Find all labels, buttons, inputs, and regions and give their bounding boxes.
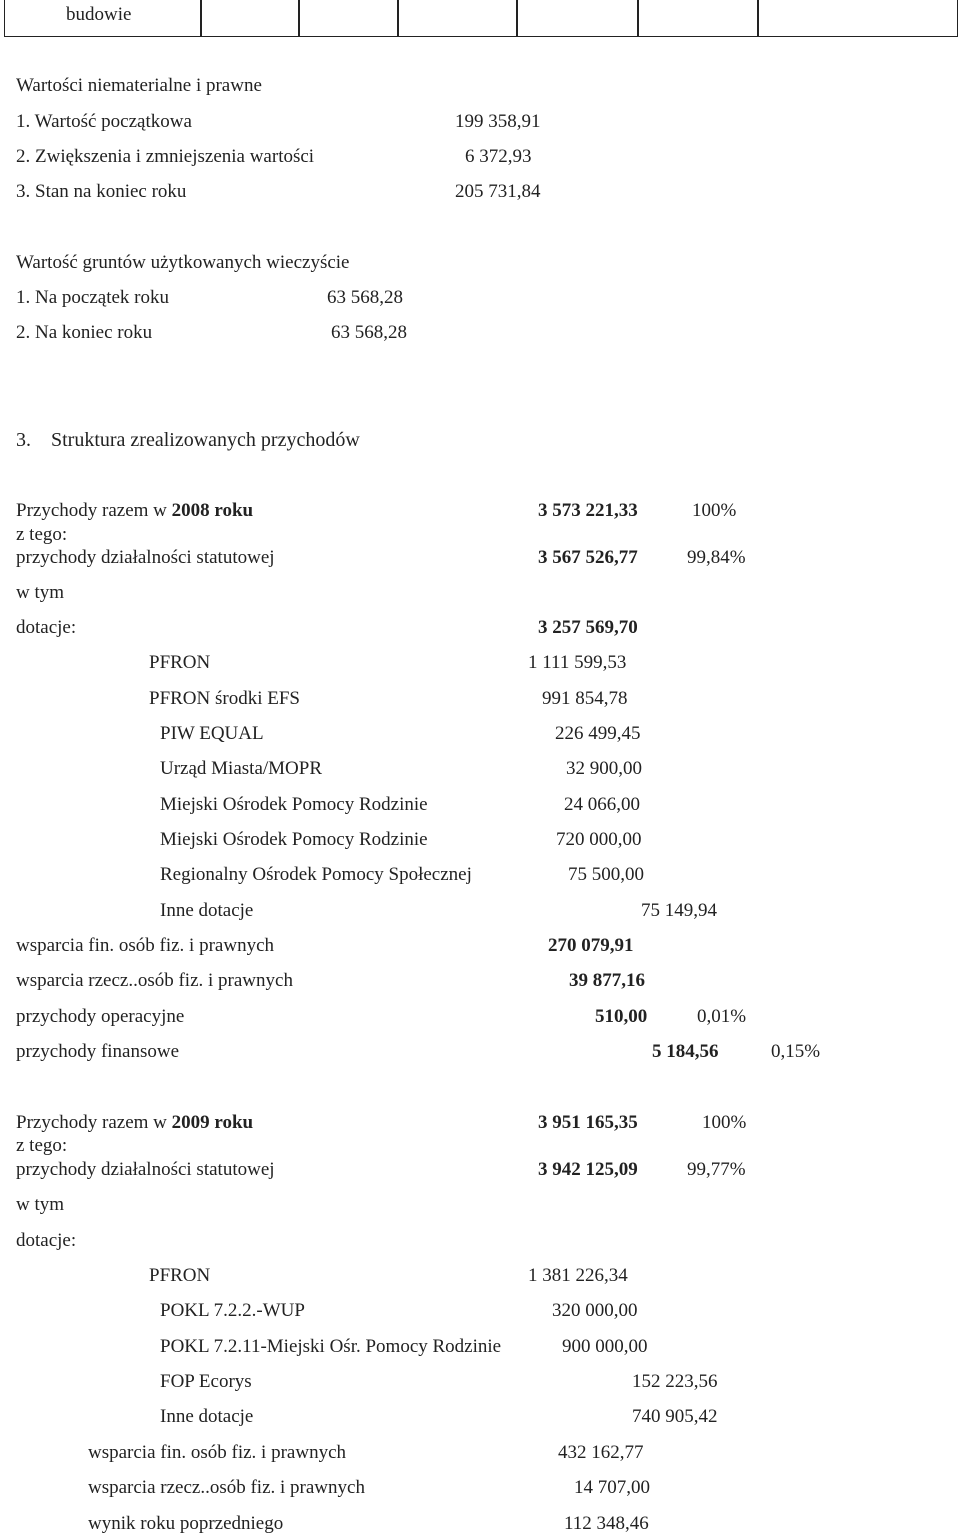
grant-item-value: 320 000,00 <box>552 1300 638 1321</box>
grant-item-label: FOP Ecorys <box>160 1371 252 1392</box>
grants-2008-label: dotacje: <box>16 617 77 638</box>
land-row-value: 63 568,28 <box>327 287 403 308</box>
operating-2008-value: 510,00 <box>595 1006 648 1027</box>
total-2009-value: 3 951 165,35 <box>538 1112 638 1133</box>
total-2008-value: 3 573 221,33 <box>538 500 638 521</box>
grant-item-label: Regionalny Ośrodek Pomocy Społecznej <box>160 864 472 885</box>
total-2008-label-year: 2008 roku <box>171 500 254 521</box>
total-2008-pct: 100% <box>692 500 737 521</box>
statutory-2008-pct: 99,84% <box>687 547 746 568</box>
including-2009: w tym <box>16 1194 65 1215</box>
grant-item-label: PFRON <box>149 1265 211 1286</box>
inkind-support-2008-value: 39 877,16 <box>569 970 645 991</box>
land-row-value: 63 568,28 <box>331 322 407 343</box>
fin-support-2009-value: 432 162,77 <box>558 1442 644 1463</box>
intangibles-row-value: 199 358,91 <box>455 111 541 132</box>
statutory-2009-pct: 99,77% <box>687 1159 746 1180</box>
statutory-2008-value: 3 567 526,77 <box>538 547 638 568</box>
grant-item-value: 226 499,45 <box>555 723 641 744</box>
grant-item-label: PFRON środki EFS <box>149 688 300 709</box>
statutory-2009-label: przychody działalności statutowej <box>16 1159 275 1180</box>
statutory-2008-label: przychody działalności statutowej <box>16 547 275 568</box>
intangibles-row-label: 1. Wartość początkowa <box>16 111 192 132</box>
land-row-label: 2. Na koniec roku <box>16 322 153 343</box>
including-2008: w tym <box>16 582 65 603</box>
grant-item-value: 991 854,78 <box>542 688 628 709</box>
table-cell-label: budowie <box>66 4 132 25</box>
table-fragment <box>4 0 958 37</box>
grant-item-value: 75 500,00 <box>568 864 644 885</box>
grant-item-label: POKL 7.2.11-Miejski Ośr. Pomocy Rodzinie <box>160 1336 502 1357</box>
grant-item-label: PFRON <box>149 652 211 673</box>
grants-2008-value: 3 257 569,70 <box>538 617 638 638</box>
total-2009-label-year: 2009 roku <box>171 1112 254 1133</box>
grant-item-value: 900 000,00 <box>562 1336 648 1357</box>
grant-item-value: 1 381 226,34 <box>528 1265 628 1286</box>
grants-2009-label: dotacje: <box>16 1230 77 1251</box>
grant-item-value: 75 149,94 <box>641 900 717 921</box>
section-number: 3. <box>16 429 31 451</box>
inkind-support-2009-label: wsparcia rzecz..osób fiz. i prawnych <box>88 1477 365 1498</box>
grant-item-value: 32 900,00 <box>566 758 642 779</box>
total-2008-label <box>16 500 253 522</box>
table-divider <box>200 0 202 37</box>
of-which-2009: z tego: <box>16 1135 68 1156</box>
financial-2008-label: przychody finansowe <box>16 1041 180 1062</box>
inkind-support-2008-label: wsparcia rzecz..osób fiz. i prawnych <box>16 970 293 991</box>
of-which-2008: z tego: <box>16 524 68 545</box>
grant-item-value: 720 000,00 <box>556 829 642 850</box>
grant-item-label: Inne dotacje <box>160 1406 254 1427</box>
section-title: Struktura zrealizowanych przychodów <box>51 429 360 451</box>
operating-2008-label: przychody operacyjne <box>16 1006 185 1027</box>
financial-2008-pct: 0,15% <box>771 1041 821 1062</box>
financial-2008-value: 5 184,56 <box>652 1041 719 1062</box>
land-row-label: 1. Na początek roku <box>16 287 169 308</box>
table-divider <box>637 0 639 37</box>
table-divider <box>757 0 759 37</box>
table-divider <box>397 0 399 37</box>
grant-item-label: Miejski Ośrodek Pomocy Rodzinie <box>160 829 428 850</box>
statutory-2009-value: 3 942 125,09 <box>538 1159 638 1180</box>
intangibles-row-label: 3. Stan na koniec roku <box>16 181 187 202</box>
intangibles-row-label: 2. Zwiększenia i zmniejszenia wartości <box>16 146 315 167</box>
total-2009-pct: 100% <box>702 1112 747 1133</box>
total-2009-label-prefix: Przychody razem w <box>16 1112 172 1133</box>
table-divider <box>298 0 300 37</box>
fin-support-2008-value: 270 079,91 <box>548 935 634 956</box>
grant-item-label: Inne dotacje <box>160 900 254 921</box>
inkind-support-2009-value: 14 707,00 <box>574 1477 650 1498</box>
intangibles-title: Wartości niematerialne i prawne <box>16 75 262 96</box>
grant-item-label: POKL 7.2.2.-WUP <box>160 1300 305 1321</box>
fin-support-2009-label: wsparcia fin. osób fiz. i prawnych <box>88 1442 347 1463</box>
fin-support-2008-label: wsparcia fin. osób fiz. i prawnych <box>16 935 275 956</box>
prev-year-2009-value: 112 348,46 <box>564 1513 649 1534</box>
grant-item-value: 1 111 599,53 <box>528 652 627 673</box>
grant-item-value: 152 223,56 <box>632 1371 718 1392</box>
intangibles-row-value: 205 731,84 <box>455 181 541 202</box>
total-2008-label-prefix: Przychody razem w <box>16 500 172 521</box>
prev-year-2009-label: wynik roku poprzedniego <box>88 1513 284 1534</box>
grant-item-label: Miejski Ośrodek Pomocy Rodzinie <box>160 794 428 815</box>
total-2009-label <box>16 1112 253 1134</box>
operating-2008-pct: 0,01% <box>697 1006 747 1027</box>
table-divider <box>516 0 518 37</box>
intangibles-row-value: 6 372,93 <box>465 146 532 167</box>
grant-item-label: PIW EQUAL <box>160 723 264 744</box>
grant-item-label: Urząd Miasta/MOPR <box>160 758 323 779</box>
land-title: Wartość gruntów użytkowanych wieczyście <box>16 252 350 273</box>
grant-item-value: 24 066,00 <box>564 794 640 815</box>
grant-item-value: 740 905,42 <box>632 1406 718 1427</box>
